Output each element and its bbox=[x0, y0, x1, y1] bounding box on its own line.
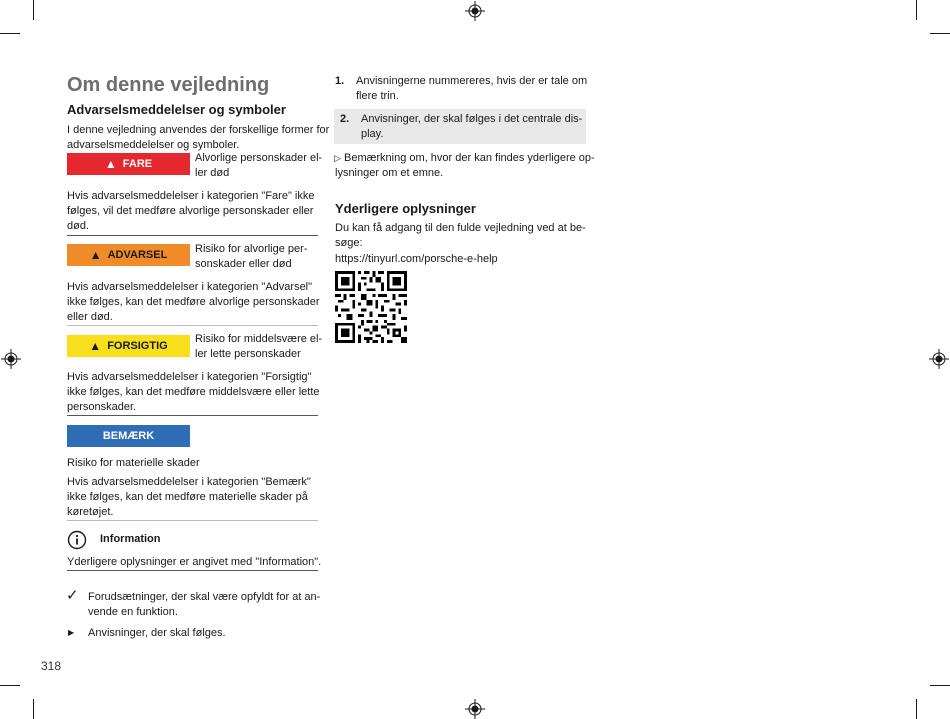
registration-mark-icon bbox=[1, 349, 21, 369]
warning-triangle-icon: ▲ bbox=[104, 157, 117, 171]
caution-badge bbox=[67, 335, 190, 357]
warning-text: ikke følges, kan det medføre alvorlige personskader bbox=[67, 296, 320, 308]
note-text: lysninger om et emne. bbox=[335, 167, 444, 179]
checkmark-icon: ✓ bbox=[66, 587, 79, 604]
danger-description: Alvorlige personskader el- bbox=[195, 152, 323, 164]
crop-mark bbox=[33, 0, 34, 20]
divider bbox=[67, 520, 318, 521]
danger-text: følges, vil det medføre alvorlige personskader eller bbox=[67, 205, 314, 217]
information-label: Information bbox=[100, 533, 161, 545]
notice-label: BEMÆRK bbox=[102, 429, 155, 442]
warning-label: ADVARSEL bbox=[107, 248, 168, 261]
notice-badge bbox=[67, 425, 190, 447]
divider bbox=[67, 325, 318, 326]
danger-description: ler død bbox=[195, 167, 230, 179]
crop-mark bbox=[33, 699, 34, 719]
crop-mark bbox=[0, 33, 20, 34]
warning-description: sonskader eller død bbox=[195, 258, 292, 270]
page-number: 318 bbox=[41, 659, 62, 673]
step-text: Anvisninger, der skal følges i det centrale dis- bbox=[361, 113, 583, 125]
danger-text: død. bbox=[67, 220, 90, 232]
page-title: Om denne vejledning bbox=[67, 74, 270, 96]
qr-code-icon[interactable] bbox=[335, 271, 407, 343]
caution-text: personskader. bbox=[67, 401, 137, 413]
information-text: Yderligere oplysninger er angivet med "Information". bbox=[67, 556, 322, 568]
divider bbox=[67, 570, 318, 571]
notice-text: køretøjet. bbox=[67, 506, 114, 518]
caution-description: Risiko for middelsvære el- bbox=[195, 333, 323, 345]
notice-text: Hvis advarselsmeddelelser i kategorien "Bemærk" bbox=[67, 476, 311, 488]
danger-badge bbox=[67, 153, 190, 175]
note-text: Bemærkning om, hvor der kan findes yderligere op- bbox=[344, 152, 595, 164]
warning-triangle-icon: ▲ bbox=[89, 339, 102, 353]
warning-text: eller død. bbox=[67, 311, 113, 323]
prerequisite-text: Forudsætninger, der skal være opfyldt for at an- bbox=[88, 591, 321, 603]
warning-description: Risiko for alvorlige per- bbox=[195, 243, 308, 255]
warning-triangle-icon: ▲ bbox=[89, 248, 102, 262]
more-info-heading: Yderligere oplysninger bbox=[335, 201, 476, 216]
prerequisite-text: vende en funktion. bbox=[88, 606, 178, 618]
caution-text: ikke følges, kan det medføre middelsvære eller lette bbox=[67, 386, 320, 398]
more-info-text: søge: bbox=[335, 237, 363, 249]
instruction-text: Anvisninger, der skal følges. bbox=[88, 627, 226, 639]
registration-mark-icon bbox=[465, 699, 485, 719]
help-url-link[interactable]: https://tinyurl.com/porsche-e-help bbox=[335, 253, 498, 265]
danger-label: FARE bbox=[122, 157, 153, 170]
caution-description: ler lette personskader bbox=[195, 348, 301, 360]
crop-mark bbox=[930, 685, 950, 686]
reference-arrow-icon: ▷ bbox=[334, 153, 341, 163]
crop-mark bbox=[916, 699, 917, 719]
crop-mark bbox=[0, 685, 20, 686]
crop-mark bbox=[916, 0, 917, 20]
step-text: play. bbox=[361, 128, 384, 140]
step-number: 1. bbox=[335, 75, 345, 87]
divider bbox=[67, 235, 318, 236]
more-info-text: Du kan få adgang til den fulde vejledning ved at be- bbox=[335, 222, 586, 234]
divider bbox=[67, 415, 318, 416]
caution-text: Hvis advarselsmeddelelser i kategorien "Forsigtig" bbox=[67, 371, 312, 383]
instruction-arrow-icon: ▶ bbox=[68, 628, 75, 637]
intro-text: advarselsmeddelelser og symboler. bbox=[67, 139, 240, 151]
notice-description: Risiko for materielle skader bbox=[67, 457, 200, 469]
step-text: flere trin. bbox=[356, 90, 399, 102]
danger-text: Hvis advarselsmeddelelser i kategorien "Fare" ikke bbox=[67, 190, 315, 202]
step-number: 2. bbox=[340, 113, 350, 125]
registration-mark-icon bbox=[465, 1, 485, 21]
intro-text: I denne vejledning anvendes der forskellige former for bbox=[67, 124, 330, 136]
information-icon bbox=[67, 530, 87, 550]
crop-mark bbox=[930, 33, 950, 34]
warning-badge bbox=[67, 244, 190, 266]
warning-text: Hvis advarselsmeddelelser i kategorien "Advarsel" bbox=[67, 281, 313, 293]
notice-text: ikke følges, kan det medføre materielle skader på bbox=[67, 491, 308, 503]
caution-label: FORSIGTIG bbox=[107, 339, 168, 352]
registration-mark-icon bbox=[929, 349, 949, 369]
section-heading: Advarselsmeddelelser og symboler bbox=[67, 102, 286, 117]
step-text: Anvisningerne nummereres, hvis der er tale om bbox=[356, 75, 588, 87]
